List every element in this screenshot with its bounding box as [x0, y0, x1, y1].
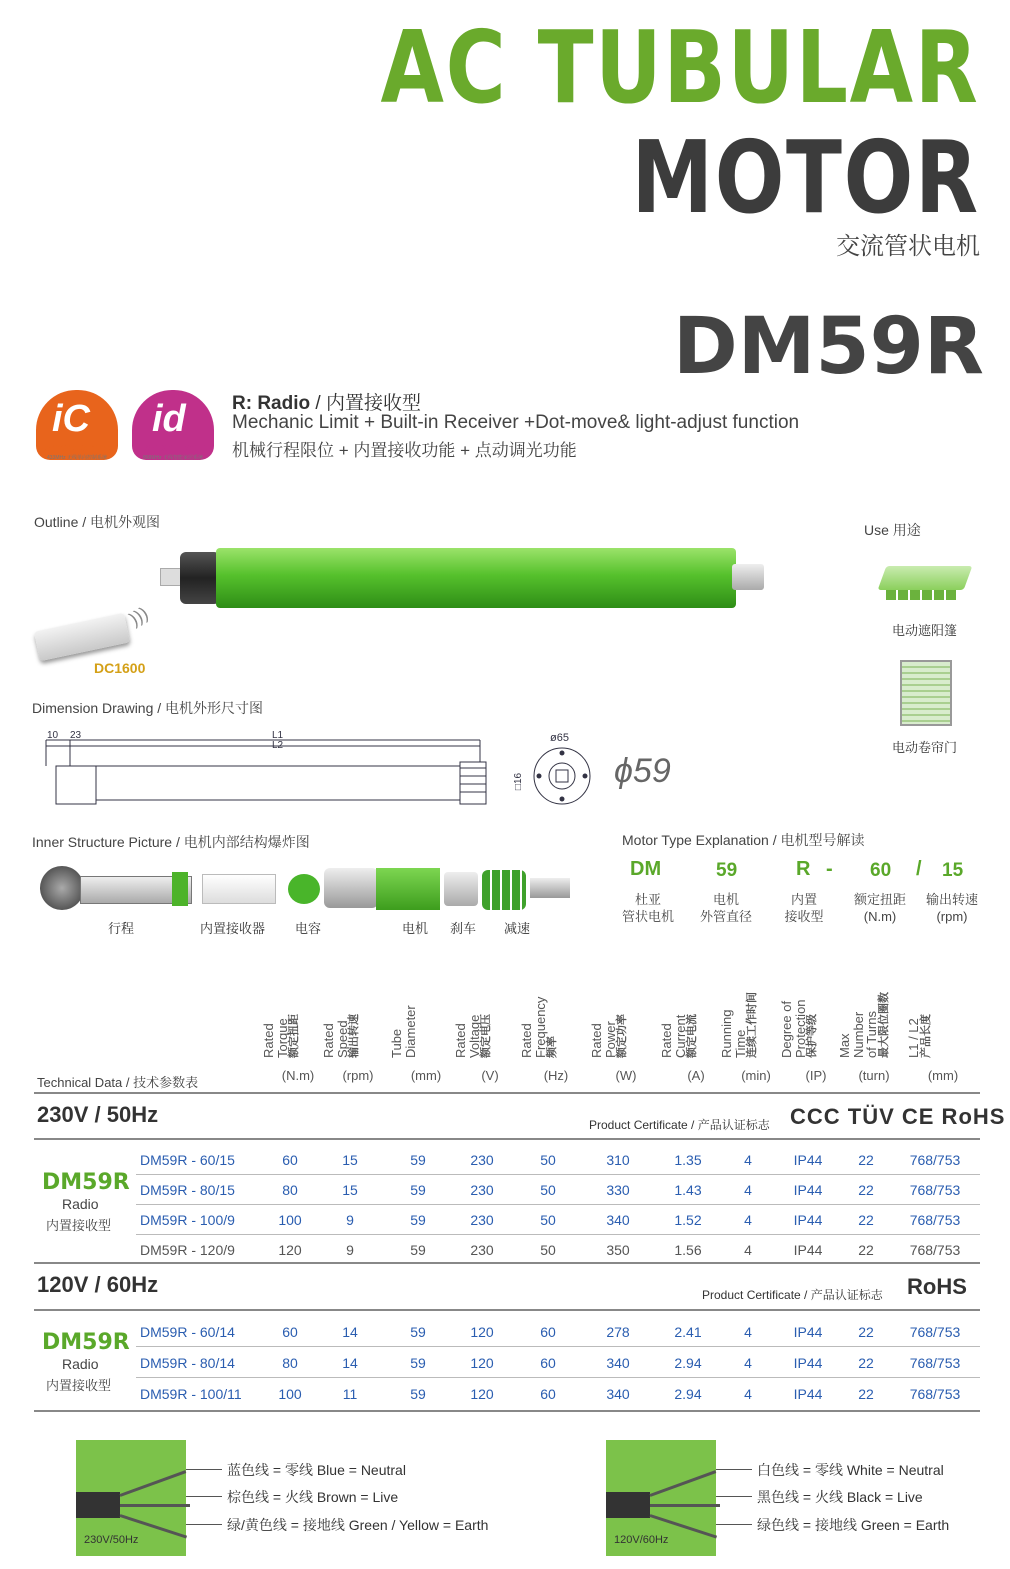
- value-cell: 15: [342, 1152, 358, 1168]
- row-divider: [136, 1377, 980, 1378]
- value-cell: 340: [606, 1386, 630, 1402]
- column-unit: (W): [615, 1068, 637, 1083]
- value-cell: 768/753: [909, 1386, 961, 1402]
- value-cell: 4: [744, 1386, 752, 1402]
- column-header: Rated Power 额定功率: [589, 1014, 629, 1058]
- wiring-diagram-230v: 230V/50Hz: [76, 1440, 186, 1556]
- value-cell: 340: [606, 1212, 630, 1228]
- signal-icon: ))): [125, 602, 152, 630]
- column-header: Rated Torque 额定扭距: [261, 1014, 301, 1058]
- value-cell: 50: [540, 1182, 556, 1198]
- part-label-capacitor: 电容: [295, 921, 322, 936]
- divider: [34, 1262, 980, 1264]
- group2-voltage: 120V / 60Hz: [37, 1272, 159, 1297]
- part-label-motor: 电机: [402, 921, 429, 936]
- code-slash: /: [916, 858, 922, 880]
- row-divider: [136, 1346, 980, 1347]
- value-cell: 2.94: [674, 1386, 702, 1402]
- part-label-limit: 行程: [108, 921, 135, 936]
- value-cell: 9: [346, 1212, 354, 1228]
- code-r: R: [796, 858, 811, 880]
- value-cell: 768/753: [909, 1324, 961, 1340]
- column-header: Running Time 连续工作时间: [719, 992, 759, 1058]
- group1-model: DM59R: [42, 1170, 130, 1195]
- code-dash: -: [826, 858, 833, 880]
- column-unit: (Hz): [543, 1068, 569, 1083]
- value-cell: IP44: [793, 1182, 823, 1198]
- value-cell: 50: [540, 1242, 556, 1258]
- value-cell: 22: [858, 1324, 874, 1340]
- value-cell: 9: [346, 1242, 354, 1258]
- desc-dm: 杜亚 管状电机: [621, 892, 674, 924]
- inner-structure-label: Inner Structure Picture / 电机内部结构爆炸图: [32, 834, 310, 850]
- group1-voltage: 230V / 50Hz: [37, 1102, 159, 1127]
- value-cell: 60: [282, 1324, 298, 1340]
- value-cell: 14: [342, 1324, 358, 1340]
- desc-r: 内置 接收型: [784, 892, 824, 924]
- value-cell: 120: [278, 1242, 302, 1258]
- model-cell: DM59R - 60/14: [140, 1324, 235, 1340]
- column-unit: (rpm): [342, 1068, 374, 1083]
- table-row: [0, 1318, 1010, 1346]
- value-cell: 230: [470, 1212, 494, 1228]
- group2-cert-marks: RoHS: [907, 1274, 967, 1299]
- desc-59: 电机 外管直径: [699, 892, 752, 924]
- group1-model-sub1: Radio: [62, 1196, 99, 1212]
- value-cell: IP44: [793, 1386, 823, 1402]
- awning-image: [882, 566, 968, 606]
- table-row: [0, 1349, 1010, 1377]
- column-header: Rated Current 额定电流: [659, 1014, 699, 1058]
- part-label-brake: 刹车: [450, 921, 477, 936]
- value-cell: 4: [744, 1242, 752, 1258]
- rolling-door-image: [900, 660, 952, 726]
- value-cell: 59: [410, 1355, 426, 1371]
- wiring-diagram-120v: 120V/60Hz: [606, 1440, 716, 1556]
- column-header: Rated Voltage 额定电压: [453, 1014, 493, 1058]
- desc-speed: 输出转速 (rpm): [925, 892, 978, 924]
- value-cell: 11: [342, 1386, 358, 1402]
- code-60: 60: [870, 860, 892, 881]
- dimension-label: Dimension Drawing / 电机外形尺寸图: [32, 700, 264, 716]
- value-cell: IP44: [793, 1212, 823, 1228]
- value-cell: 310: [606, 1152, 630, 1168]
- row-divider: [136, 1204, 980, 1205]
- outline-label: Outline / 电机外观图: [34, 514, 161, 530]
- dim-16: □16: [513, 772, 525, 791]
- value-cell: 768/753: [909, 1182, 961, 1198]
- value-cell: 120: [470, 1355, 494, 1371]
- value-cell: 768/753: [909, 1212, 961, 1228]
- value-cell: 278: [606, 1324, 630, 1340]
- column-header: Max Number of Turns 最大限位圈数: [837, 992, 890, 1058]
- value-cell: IP44: [793, 1152, 823, 1168]
- value-cell: 120: [470, 1386, 494, 1402]
- exploded-view-image: [40, 862, 570, 916]
- value-cell: 22: [858, 1182, 874, 1198]
- value-cell: 22: [858, 1152, 874, 1168]
- value-cell: 60: [282, 1152, 298, 1168]
- value-cell: 350: [606, 1242, 630, 1258]
- value-cell: 230: [470, 1182, 494, 1198]
- feature-line-1: R: Radio / 内置接收型: [232, 393, 421, 414]
- value-cell: 1.52: [674, 1212, 702, 1228]
- wire-120-earth: 绿色线 = 接地线 Green = Earth: [757, 1517, 950, 1533]
- row-divider: [136, 1174, 980, 1175]
- use-item-rolling-door: 电动卷帘门: [892, 740, 958, 755]
- value-cell: 59: [410, 1242, 426, 1258]
- value-cell: 120: [470, 1324, 494, 1340]
- group2-model: DM59R: [42, 1330, 130, 1355]
- dim-l1: L1: [272, 730, 284, 741]
- value-cell: 59: [410, 1386, 426, 1402]
- model-name: DM59R: [673, 302, 984, 392]
- value-cell: 22: [858, 1242, 874, 1258]
- column-header: Rated Speed 输出转速: [321, 1014, 361, 1058]
- column-unit: (mm): [410, 1068, 442, 1083]
- group2-cert-label: Product Certificate / 产品认证标志: [702, 1288, 883, 1302]
- column-header: Rated Frequency 频率: [519, 996, 559, 1058]
- value-cell: 4: [744, 1355, 752, 1371]
- type-explanation-label: Motor Type Explanation / 电机型号解读: [622, 832, 865, 848]
- remote-label: DC1600: [94, 660, 146, 676]
- wire-line: [186, 1524, 222, 1525]
- group1-model-sub2: 内置接收型: [46, 1218, 112, 1233]
- value-cell: 15: [342, 1182, 358, 1198]
- value-cell: 2.41: [674, 1324, 702, 1340]
- column-unit: (turn): [858, 1068, 890, 1083]
- desc-torque: 额定扭距 (N.m): [853, 892, 906, 924]
- value-cell: 768/753: [909, 1152, 961, 1168]
- divider: [34, 1092, 980, 1094]
- value-cell: 4: [744, 1324, 752, 1340]
- value-cell: 60: [540, 1386, 556, 1402]
- wire-120-live: 黑色线 = 火线 Black = Live: [757, 1489, 923, 1505]
- wire-line: [716, 1469, 752, 1470]
- column-unit: (mm): [927, 1068, 959, 1083]
- column-unit: (min): [741, 1068, 771, 1083]
- group2-model-sub2: 内置接收型: [46, 1378, 112, 1393]
- value-cell: 50: [540, 1212, 556, 1228]
- wire-line: [186, 1496, 222, 1497]
- value-cell: 2.94: [674, 1355, 702, 1371]
- dimension-drawing: [40, 726, 500, 816]
- value-cell: 60: [540, 1355, 556, 1371]
- value-cell: IP44: [793, 1324, 823, 1340]
- table-row: [0, 1206, 1010, 1234]
- value-cell: 59: [410, 1182, 426, 1198]
- table-row: [0, 1380, 1010, 1408]
- wire-line: [716, 1524, 752, 1525]
- code-dm: DM: [630, 858, 662, 880]
- model-cell: DM59R - 100/9: [140, 1212, 235, 1228]
- dim-l2: L2: [272, 740, 284, 751]
- title-line-1: AC TUBULAR: [380, 9, 980, 126]
- value-cell: 340: [606, 1355, 630, 1371]
- value-cell: 80: [282, 1355, 298, 1371]
- model-cell: DM59R - 80/15: [140, 1182, 235, 1198]
- wire-120-neutral: 白色线 = 零线 White = Neutral: [757, 1462, 944, 1478]
- code-15: 15: [942, 860, 964, 881]
- value-cell: 60: [540, 1324, 556, 1340]
- divider: [34, 1410, 980, 1412]
- value-cell: 1.43: [674, 1182, 702, 1198]
- value-cell: 50: [540, 1152, 556, 1168]
- code-59: 59: [716, 860, 738, 881]
- feature-line-3: 机械行程限位 + 内置接收功能 + 点动调光功能: [232, 441, 577, 460]
- divider: [34, 1309, 980, 1311]
- group2-model-sub1: Radio: [62, 1356, 99, 1372]
- dim-23: 23: [70, 730, 82, 741]
- value-cell: 22: [858, 1212, 874, 1228]
- part-label-receiver: 内置接收器: [200, 921, 266, 936]
- table-row: [0, 1176, 1010, 1204]
- value-cell: 59: [410, 1152, 426, 1168]
- dim-10: 10: [47, 730, 59, 741]
- wire-230-neutral: 蓝色线 = 零线 Blue = Neutral: [227, 1462, 406, 1478]
- wire-230-earth: 绿/黄色线 = 接地线 Green / Yellow = Earth: [227, 1517, 489, 1533]
- column-header: L1 / L2 产品长度: [906, 1014, 932, 1058]
- column-header: Tube Diameter: [389, 1005, 418, 1058]
- row-divider: [136, 1234, 980, 1235]
- model-cell: DM59R - 100/11: [140, 1386, 242, 1402]
- use-item-awning: 电动遮阳篷: [892, 623, 958, 638]
- value-cell: 59: [410, 1212, 426, 1228]
- feature-line-2: Mechanic Limit + Built-in Receiver +Dot-move& light-adjust function: [232, 412, 800, 433]
- column-unit: (V): [481, 1068, 499, 1083]
- value-cell: IP44: [793, 1355, 823, 1371]
- value-cell: 1.56: [674, 1242, 702, 1258]
- column-unit: (N.m): [281, 1068, 315, 1083]
- divider: [34, 1138, 980, 1140]
- value-cell: 768/753: [909, 1242, 961, 1258]
- use-label: Use 用途: [864, 522, 921, 538]
- model-cell: DM59R - 80/14: [140, 1355, 235, 1371]
- column-unit: (A): [687, 1068, 705, 1083]
- ismartcontrol-logo: iC iSmartControl 433MHz 无线单向控制系统: [32, 390, 122, 464]
- value-cell: 22: [858, 1355, 874, 1371]
- value-cell: 14: [342, 1355, 358, 1371]
- value-cell: 768/753: [909, 1355, 961, 1371]
- value-cell: 80: [282, 1182, 298, 1198]
- end-view-drawing: [520, 740, 600, 810]
- dim-phi65: ø65: [550, 732, 569, 744]
- dim-phi59: ϕ59: [614, 752, 671, 790]
- tech-data-label: Technical Data / 技术参数表: [37, 1075, 199, 1090]
- ismarthome-logo: id iSmartHome 868MHz 无线智能家居系统: [128, 390, 218, 464]
- remote-control-image: [34, 613, 130, 661]
- table-row: [0, 1146, 1010, 1174]
- model-cell: DM59R - 60/15: [140, 1152, 235, 1168]
- part-label-reducer: 减速: [504, 921, 531, 936]
- group1-cert-label: Product Certificate / 产品认证标志: [589, 1118, 770, 1132]
- table-row: [0, 1236, 1010, 1264]
- column-unit: (IP): [805, 1068, 827, 1083]
- value-cell: 4: [744, 1152, 752, 1168]
- title-line-2: MOTOR: [631, 119, 980, 236]
- wire-230-live: 棕色线 = 火线 Brown = Live: [227, 1489, 399, 1505]
- value-cell: 100: [278, 1212, 302, 1228]
- value-cell: 230: [470, 1152, 494, 1168]
- value-cell: IP44: [793, 1242, 823, 1258]
- group1-cert-marks: CCC TÜV CE RoHS: [790, 1104, 1006, 1129]
- value-cell: 59: [410, 1324, 426, 1340]
- value-cell: 4: [744, 1182, 752, 1198]
- value-cell: 100: [278, 1386, 302, 1402]
- value-cell: 4: [744, 1212, 752, 1228]
- model-cell: DM59R - 120/9: [140, 1242, 235, 1258]
- title-chinese: 交流管状电机: [836, 233, 980, 260]
- wire-line: [186, 1469, 222, 1470]
- value-cell: 230: [470, 1242, 494, 1258]
- motor-outline-image: [160, 548, 770, 608]
- value-cell: 22: [858, 1386, 874, 1402]
- wire-line: [716, 1496, 752, 1497]
- value-cell: 330: [606, 1182, 630, 1198]
- value-cell: 1.35: [674, 1152, 702, 1168]
- column-header: Degree of Protection 保护等级: [779, 999, 819, 1058]
